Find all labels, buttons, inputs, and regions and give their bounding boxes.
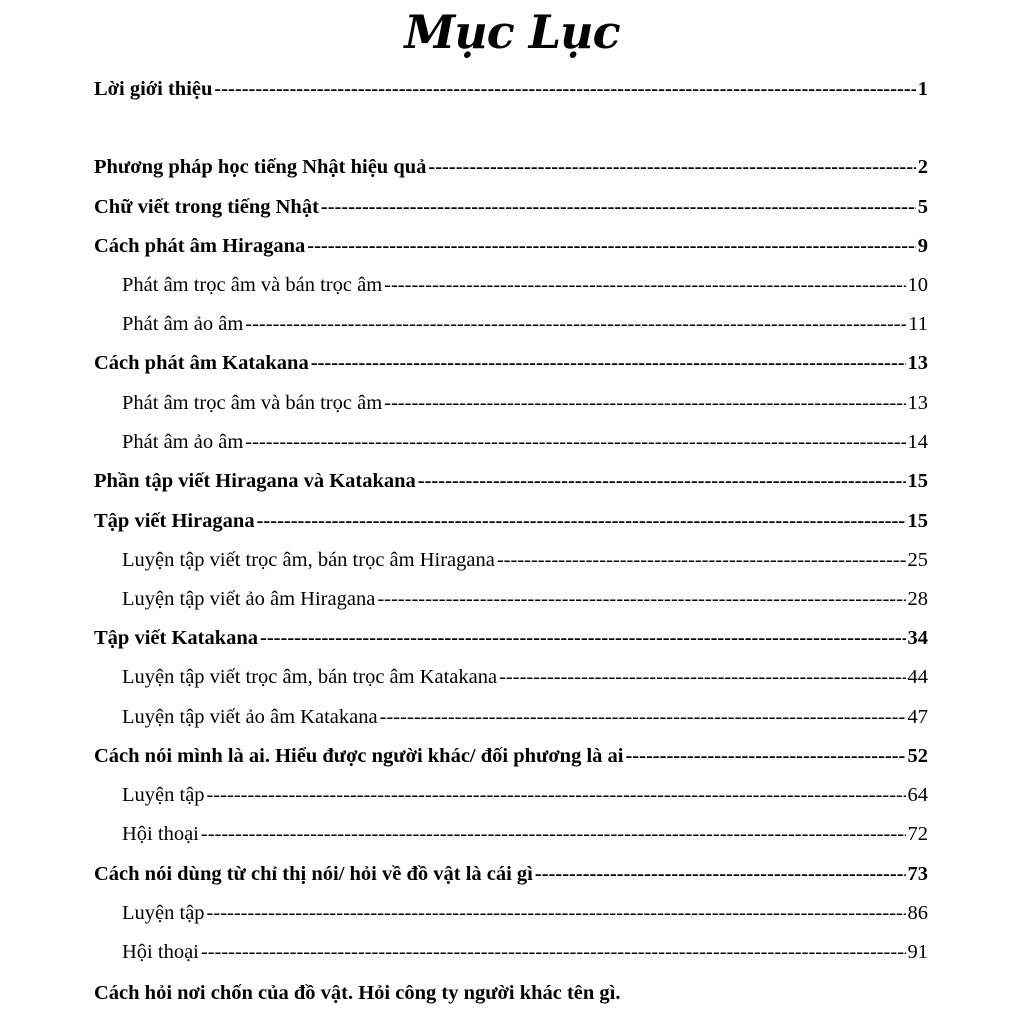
toc-entry[interactable]: [94, 859, 928, 889]
dot-leader: [207, 898, 906, 928]
toc-entry-page: 14: [907, 431, 928, 453]
toc-entry-page: 1: [917, 78, 928, 100]
toc-entry-page: 15: [907, 510, 928, 532]
toc-entry-label: Luyện tập viết trọc âm, bán trọc âm Hiragana: [122, 549, 495, 571]
toc-entry-label: Cách phát âm Katakana: [94, 352, 309, 374]
toc-subentry[interactable]: [122, 427, 928, 457]
toc-subentry[interactable]: [122, 898, 928, 928]
toc-entry-label: Cách phát âm Hiragana: [94, 235, 306, 257]
toc-entry[interactable]: [94, 231, 928, 261]
toc-entry-page: 10: [907, 274, 928, 296]
toc-entry-label: Phát âm trọc âm và bán trọc âm: [122, 392, 383, 414]
toc-subentry[interactable]: [122, 270, 928, 300]
dot-leader: [245, 309, 906, 339]
toc-entry-page: 44: [907, 666, 928, 688]
dot-leader: [245, 427, 905, 457]
dot-leader: [307, 231, 915, 261]
toc-entry[interactable]: [94, 466, 928, 496]
dot-leader: [418, 466, 906, 496]
toc-entry-page: 9: [917, 235, 928, 257]
toc-subentry[interactable]: [122, 584, 928, 614]
toc-entry-page: 64: [907, 784, 928, 806]
toc-entry-label: Luyện tập viết ảo âm Katakana: [122, 706, 378, 728]
dot-leader: [497, 545, 906, 575]
toc-entry[interactable]: [94, 152, 928, 182]
dot-leader: [384, 388, 905, 418]
toc-entry-label: Cách nói mình là ai. Hiểu được người khác/ đối phương là ai: [94, 745, 624, 767]
toc-entry-page: 13: [907, 352, 928, 374]
toc-entry-page: 91: [907, 941, 928, 963]
toc-entry-page: 47: [907, 706, 928, 728]
toc-entry-page: 52: [907, 745, 928, 767]
dot-leader: [260, 623, 905, 653]
toc-entry-label: Luyện tập viết ảo âm Hiragana: [122, 588, 376, 610]
toc-entry-label: Hội thoại: [122, 941, 199, 963]
toc-entry[interactable]: [94, 623, 928, 653]
toc-entry-label: Phần tập viết Hiragana và Katakana: [94, 470, 416, 492]
dot-leader: [535, 859, 906, 889]
dot-leader: [380, 702, 906, 732]
toc-entry-label: Chữ viết trong tiếng Nhật: [94, 196, 319, 218]
dot-leader: [428, 152, 915, 182]
toc-entry-label: Cách hỏi nơi chốn của đồ vật. Hỏi công ty người khác tên gì.: [94, 982, 621, 1004]
toc-entry-label: Luyện tập: [122, 784, 205, 806]
dot-leader: [207, 780, 906, 810]
dot-leader: [201, 819, 906, 849]
toc-subentry[interactable]: [122, 388, 928, 418]
toc-entry[interactable]: [94, 74, 928, 104]
toc-entry[interactable]: [94, 978, 928, 1008]
toc-entry-page: 5: [917, 196, 928, 218]
toc-entry-label: Luyện tập: [122, 902, 205, 924]
toc-subentry[interactable]: [122, 937, 928, 967]
toc-subentry[interactable]: [122, 702, 928, 732]
toc-entry-page: 25: [907, 549, 928, 571]
toc-entry[interactable]: [94, 741, 928, 771]
toc-subentry[interactable]: [122, 309, 928, 339]
dot-leader: [384, 270, 905, 300]
dot-leader: [201, 937, 906, 967]
toc-subentry[interactable]: [122, 780, 928, 810]
dot-leader: [214, 74, 915, 104]
toc-entry-page: 28: [907, 588, 928, 610]
toc-subentry[interactable]: [122, 545, 928, 575]
dot-leader: [377, 584, 905, 614]
toc-entry[interactable]: [94, 192, 928, 222]
toc-entry-label: Phát âm ảo âm: [122, 431, 244, 453]
toc-entry-label: Tập viết Hiragana: [94, 510, 255, 532]
toc-entry-page: 15: [907, 470, 928, 492]
toc-entry-page: 72: [907, 823, 928, 845]
toc-entry-label: Phát âm trọc âm và bán trọc âm: [122, 274, 383, 296]
page-title: Mục Lục: [404, 5, 620, 59]
toc-subentry[interactable]: [122, 662, 928, 692]
toc-entry-page: 11: [908, 313, 928, 335]
toc-entry-label: Phương pháp học tiếng Nhật hiệu quả: [94, 156, 427, 178]
dot-leader: [625, 741, 905, 771]
toc-entry-label: Hội thoại: [122, 823, 199, 845]
toc-entry-label: Tập viết Katakana: [94, 627, 259, 649]
toc-subentry[interactable]: [122, 819, 928, 849]
toc-entry-label: Phát âm ảo âm: [122, 313, 244, 335]
toc-entry-label: Cách nói dùng từ chỉ thị nói/ hỏi về đồ vật là cái gì: [94, 863, 533, 885]
dot-leader: [311, 348, 906, 378]
toc-entry-page: 86: [907, 902, 928, 924]
toc-entry-page: 2: [917, 156, 928, 178]
toc-entry-page: 73: [907, 863, 928, 885]
toc-entry-label: Luyện tập viết trọc âm, bán trọc âm Katakana: [122, 666, 498, 688]
dot-leader: [257, 506, 906, 536]
toc-entry-label: Lời giới thiệu: [94, 78, 213, 100]
toc-entry[interactable]: [94, 348, 928, 378]
toc-entry[interactable]: [94, 506, 928, 536]
dot-leader: [321, 192, 916, 222]
dot-leader: [499, 662, 905, 692]
toc-entry-page: 13: [907, 392, 928, 414]
toc-entry-page: 34: [907, 627, 928, 649]
